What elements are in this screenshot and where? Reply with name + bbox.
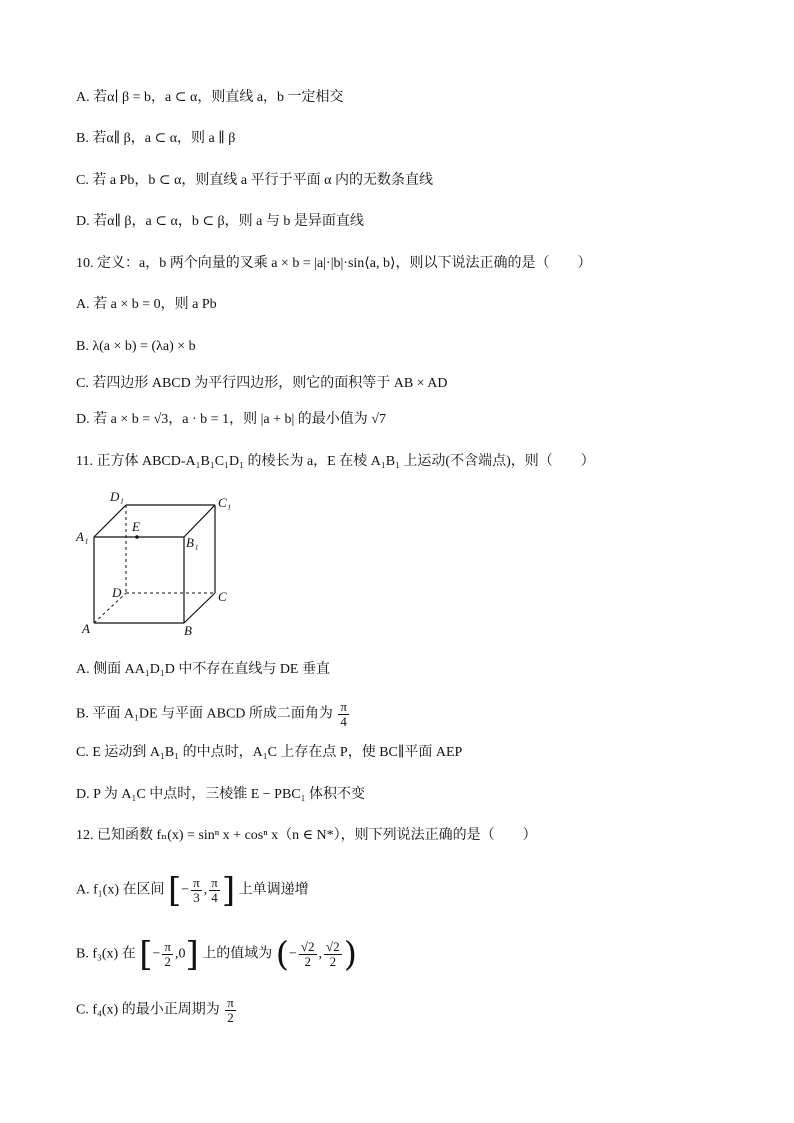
- fraction-numerator: √2: [326, 939, 340, 954]
- option-9D: D. 若α∥ β，a ⊂ α，b ⊂ β，则 a 与 b 是异面直线: [76, 214, 364, 229]
- option-9C: C. 若 a Ρb，b ⊂ α，则直线 a 平行于平面 α 内的无数条直线: [76, 173, 433, 188]
- minus-sign: −: [181, 882, 190, 898]
- fraction: [209, 876, 220, 905]
- fraction-denominator: 2: [304, 954, 311, 969]
- fraction-numerator: π: [340, 699, 347, 714]
- fraction: [299, 940, 317, 969]
- label-B1: B₁: [186, 535, 199, 550]
- minus-sign: −: [289, 946, 297, 962]
- option-11B-text: B. 平面 A₁DE 与平面 ABCD 所成二面角为: [76, 706, 333, 722]
- fraction: [191, 876, 202, 905]
- fraction-denominator: 3: [193, 890, 200, 905]
- label-C1: C₁: [218, 495, 232, 510]
- option-12C-text: C. f₄(x) 的最小正周期为: [76, 1002, 220, 1018]
- fraction: [162, 940, 173, 969]
- right-paren: ): [343, 934, 357, 975]
- fraction-numerator: π: [227, 995, 234, 1010]
- option-12B: B. f₃(x) 在 [− $\frac{\pi}{2}$ ,0] 上的值域为 (− $\frac{√2}{2}$ , $\frac{√2}{2}$ ): [76, 934, 357, 975]
- option-10C: C. 若四边形 ABCD 为平行四边形，则它的面积等于 AB × AD: [76, 376, 448, 391]
- option-12A-pre: A. f₁(x) 在区间: [76, 882, 165, 898]
- right-bracket: ]: [221, 870, 236, 911]
- label-D1: D₁: [110, 489, 124, 504]
- left-bracket: [: [167, 870, 182, 911]
- fraction: [338, 700, 349, 729]
- fraction-denominator: 2: [329, 954, 337, 969]
- label-A: A: [82, 621, 90, 636]
- fraction-numerator: π: [211, 875, 218, 890]
- fraction-denominator: 2: [227, 1010, 234, 1025]
- question-11: 11. 正方体 ABCD-A₁B₁C₁D₁ 的棱长为 a，E 在棱 A₁B₁ 上运动(不含端点)，则（ ）: [76, 454, 595, 469]
- question-12: 12. 已知函数 fₙ(x) = sinⁿ x + cosⁿ x（n ∈ N*），则下列说法正确的是（ ）: [76, 828, 537, 843]
- option-11C: C. E 运动到 A₁B₁ 的中点时，A₁C 上存在点 P，使 BC∥平面 AEP: [76, 745, 463, 760]
- label-A1: A₁: [76, 529, 89, 544]
- fraction-denominator: 4: [211, 890, 218, 905]
- label-B: B: [184, 623, 192, 638]
- option-10D: D. 若 a × b = √3，a · b = 1，则 |a + b| 的最小值为 √7: [76, 412, 386, 427]
- option-12B-pre: B. f₃(x) 在: [76, 946, 136, 962]
- fraction-numerator: π: [193, 875, 200, 890]
- option-9B: B. 若α∥ β，a ⊂ α，则 a ∥ β: [76, 131, 236, 146]
- option-12A-post: 上单调递增: [238, 882, 309, 898]
- question-10: 10. 定义：a，b 两个向量的叉乘 a × b = |a|·|b|·sin⟨a, b⟩，则以下说法正确的是（ ）: [76, 256, 592, 271]
- option-10B: B. λ(a × b) = (λa) × b: [76, 339, 196, 354]
- option-12B-mid: 上的值域为: [202, 946, 273, 962]
- option-12C: [76, 996, 238, 1025]
- option-11B: [76, 700, 351, 729]
- right-bracket: ]: [185, 934, 199, 975]
- left-paren: (: [275, 934, 289, 975]
- fraction-numerator: π: [164, 939, 171, 954]
- left-bracket: [: [139, 934, 153, 975]
- fraction-denominator: 4: [340, 714, 347, 729]
- label-D: D: [112, 585, 122, 600]
- option-10A: A. 若 a × b = 0，则 a Ρb: [76, 297, 217, 312]
- fraction-numerator: √2: [300, 939, 315, 954]
- label-E: E: [132, 519, 140, 534]
- fraction: [225, 996, 236, 1025]
- label-C: C: [218, 589, 227, 604]
- option-11D: D. P 为 A₁C 中点时，三棱锥 E − PBC₁ 体积不变: [76, 787, 365, 802]
- option-11A: A. 侧面 AA₁D₁D 中不存在直线与 DE 垂直: [76, 662, 330, 677]
- cube-diagram: [70, 485, 240, 645]
- fraction: [324, 940, 342, 969]
- option-12A: A. f₁(x) 在区间 [− $\frac{\pi}{3}$ , $\frac{\pi}{4}$ ] 上单调递增: [76, 870, 309, 911]
- interval-end: 0: [178, 946, 186, 962]
- minus-sign: −: [152, 946, 161, 962]
- option-9A: A. 若α∣ β = b，a ⊂ α，则直线 a，b 一定相交: [76, 90, 344, 105]
- fraction-denominator: 2: [164, 954, 171, 969]
